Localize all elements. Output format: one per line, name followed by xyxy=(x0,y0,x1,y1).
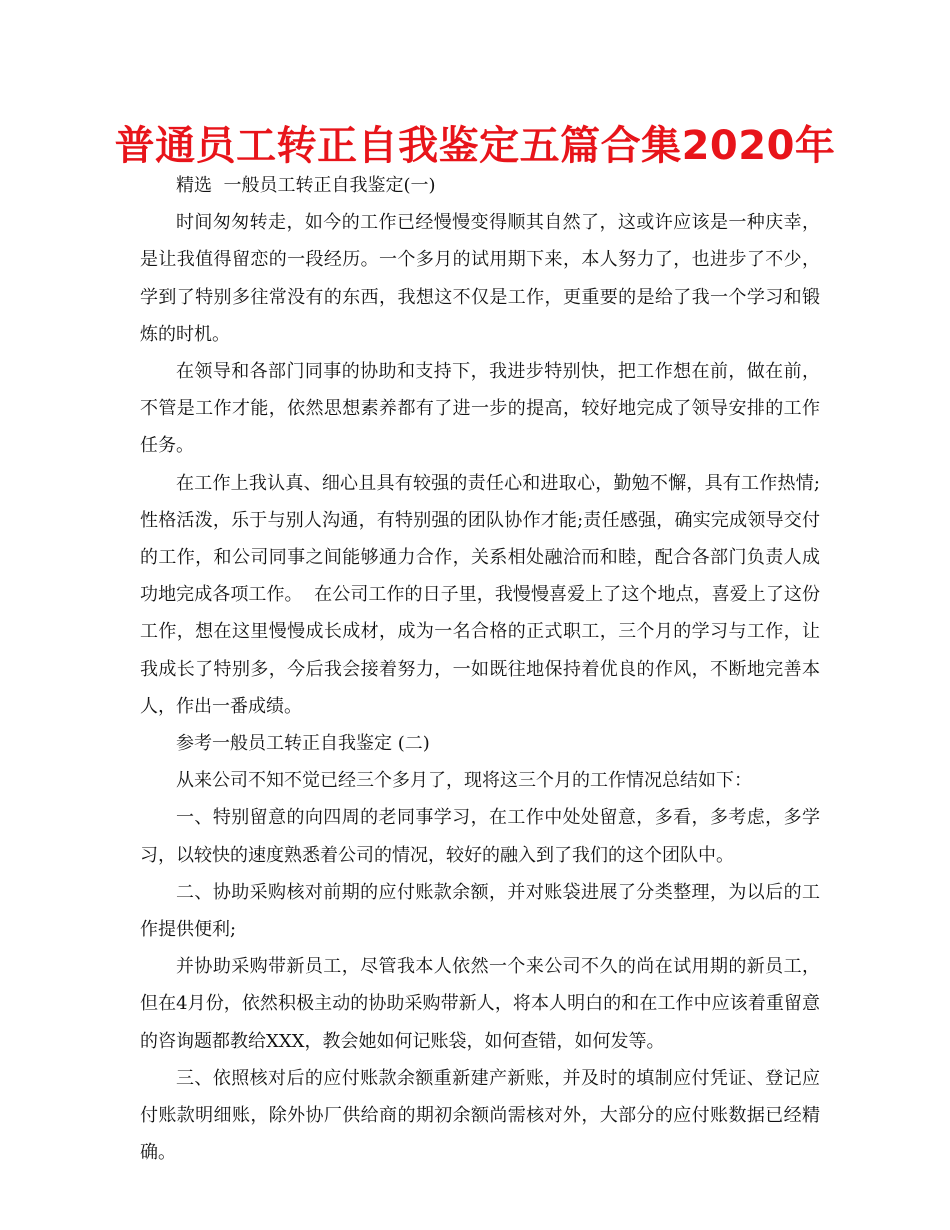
paragraph: 从来公司不知不觉已经三个多月了，现将这三个月的工作情况总结如下： xyxy=(176,770,752,792)
section-heading-2: 参考一般员工转正自我鉴定 (二) xyxy=(176,733,430,755)
paragraph: 并协助采购带新员工，尽管我本人依然一个来公司不久的尚在试用期的新员工，但在4月份，依然积极主动的协助采购带新人，将本人明白的和在工作中应该着重留意的咨询题都教给XXX，教会她如何记账袋，如何查错，如何发等。 xyxy=(140,956,820,1052)
paragraph: 三、依照核对后的应付账款余额重新建产新账，并及时的填制应付凭证、登记应付账款明细账，除外协厂供给商的期初余额尚需核对外，大部分的应付账数据已经精确。 xyxy=(140,1067,820,1164)
document-title: 普通员工转正自我鉴定五篇合集2020年 xyxy=(114,123,836,169)
document-body xyxy=(140,167,820,1171)
paragraph: 二、协助采购核对前期的应付账款余额，并对账袋进展了分类整理，为以后的工作提供便利; xyxy=(140,881,820,941)
section-heading-1: 精选 一般员工转正自我鉴定(一) xyxy=(176,175,436,196)
paragraph: 一、特别留意的向四周的老同事学习，在工作中处处留意，多看，多考虑，多学习，以较快的速度熟悉着公司的情况，较好的融入到了我们的这个团队中。 xyxy=(140,807,820,866)
paragraph: 在领导和各部门同事的协助和支持下，我进步特别快，把工作想在前，做在前，不管是工作才能，依然思想素养都有了进一步的提高，较好地完成了领导安排的工作任务。 xyxy=(140,361,820,457)
paragraph: 在工作上我认真、细心且具有较强的责任心和进取心，勤勉不懈，具有工作热情;性格活泼，乐于与别人沟通，有特别强的团队协作才能;责任感强，确实完成领导交付的工作，和公司同事之间能够通力合作，关系相处融洽而和睦，配合各部门负责人成功地完成各项工作。 在公司工作的日子里，我慢慢喜爱上了这个地点，喜爱上了这份工作，想在这里慢慢成长成材，成为一名合格的正式职工，三个月的学习与工作，让我成长了特别多，今后我会接着努力，一如既往地保持着优良的作风，不断地完善本人，作出一番成绩。 xyxy=(140,472,820,717)
paragraph: 时间匆匆转走，如今的工作已经慢慢变得顺其自然了，这或许应该是一种庆幸，是让我值得留恋的一段经历。一个多月的试用期下来，本人努力了，也进步了不少，学到了特别多往常没有的东西，我想这不仅是工作，更重要的是给了我一个学习和锻炼的时机。 xyxy=(140,212,820,345)
